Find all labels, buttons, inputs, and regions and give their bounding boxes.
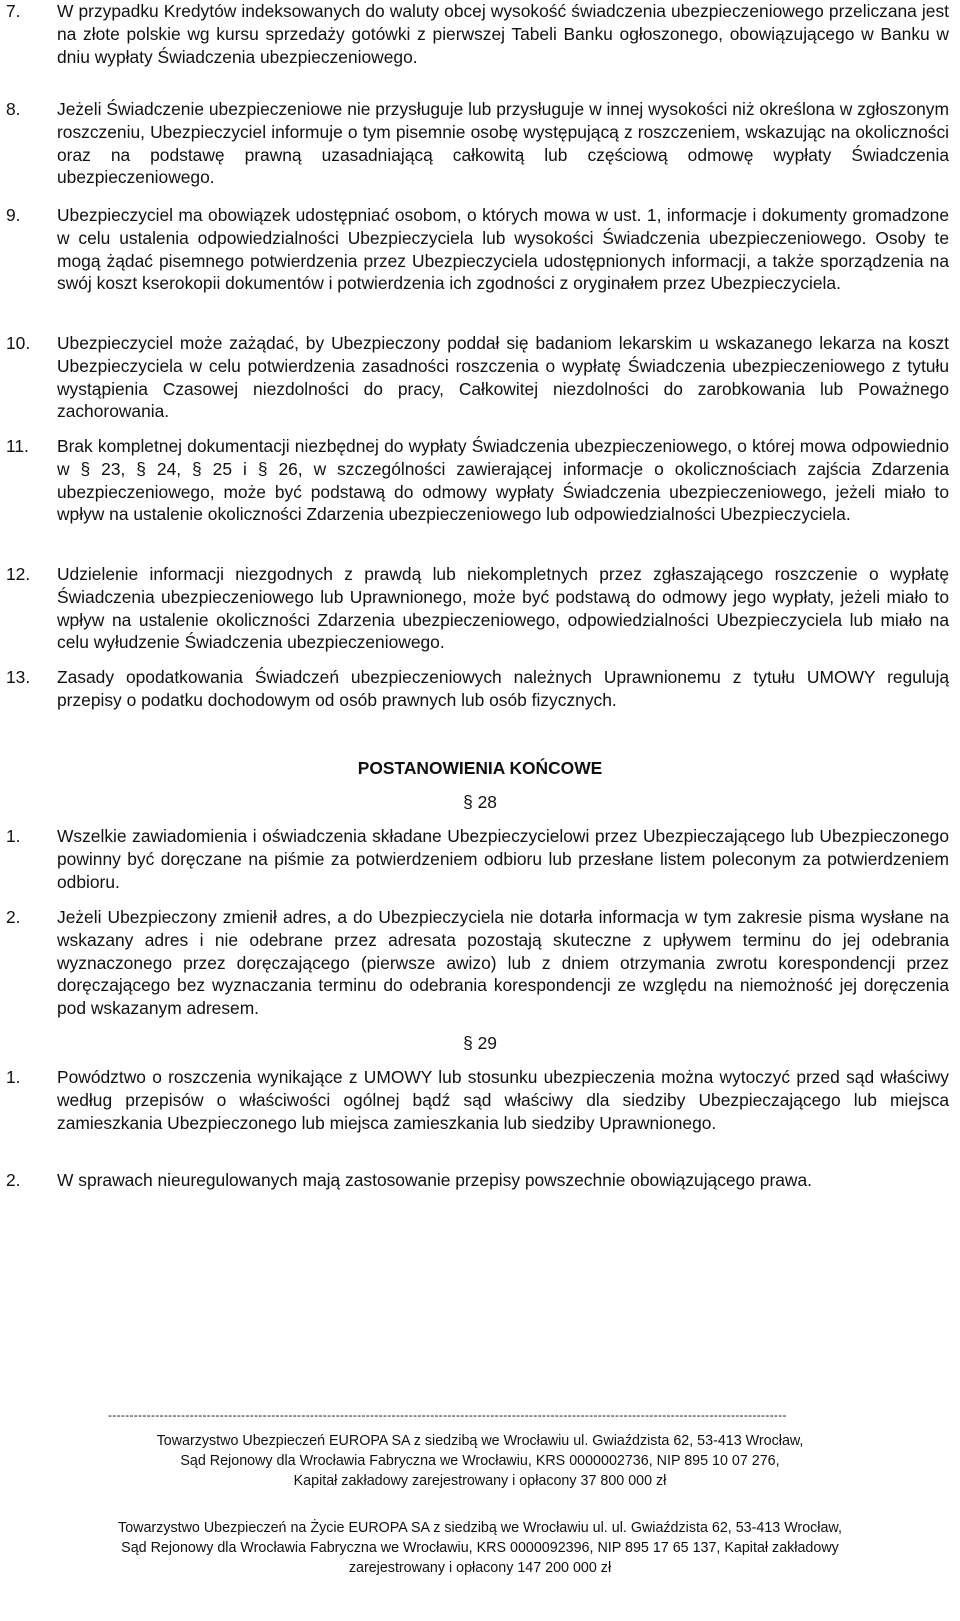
item-number: 7. [6,1,21,21]
footer-company2-line: Towarzystwo Ubezpieczeń na Życie EUROPA SA z siedzibą we Wrocławiu ul. ul. Gwiaździsta 62, 53-413 Wrocław, [118,1520,842,1536]
item-text: Jeżeli Ubezpieczony zmienił adres, a do Ubezpieczyciela nie dotarła informacja w tym zakresie pisma wysłane na wskazany adres i nie odebrane przez adresata pozostają skuteczne z upływem terminu do jej odebrania wyznaczonego przez doręczającego (pierwsze awizo) lub z dniem otrzymania zwrotu korespondencji przez doręczającego bez wyznaczania terminu do odebrania korespondencji ze względu na niemożność jej doręczenia pod wskazanym adresem. [57,907,949,1019]
footer-company1-line: Kapitał zakładowy zarejestrowany i opłacony 37 800 000 zł [293,1473,667,1489]
item-text: Wszelkie zawiadomienia i oświadczenia składane Ubezpieczycielowi przez Ubezpieczającego lub Ubezpieczonego powinny być doręczane na piśmie za potwierdzeniem odbioru lub przesłane listem poleconym za potwierdzeniem odbioru. [57,826,949,892]
footer-company1-line: Towarzystwo Ubezpieczeń EUROPA SA z siedzibą we Wrocławiu ul. Gwiaździsta 62, 53-413 Wrocław, [156,1433,804,1449]
item-number: 8. [6,99,21,119]
item-number: 2. [6,1170,21,1190]
item-number: 1. [6,826,21,846]
item-text: Jeżeli Świadczenie ubezpieczeniowe nie przysługuje lub przysługuje w innej wysokości niż określona w zgłoszonym roszczeniu, Ubezpieczyciel informuje o tym pisemnie osobę występującą z roszczeniem, wskazując na okoliczności oraz na podstawę prawną uzasadniającą całkowitą lub częściową odmowę wypłaty Świadczenia ubezpieczeniowego. [57,99,949,188]
item-text: Zasady opodatkowania Świadczeń ubezpieczeniowych należnych Uprawnionemu z tytułu UMOWY regulują przepisy o podatku dochodowym od osób prawnych lub osób fizycznych. [57,667,949,710]
paragraph-mark-28: § 28 [463,792,497,812]
footer-company2-line: Sąd Rejonowy dla Wrocławia Fabryczna we Wrocławiu, KRS 0000092396, NIP 895 17 65 137, Kapitał zakładowy [121,1540,839,1556]
item-number: 1. [6,1067,21,1087]
item-text: W sprawach nieuregulowanych mają zastosowanie przepisy powszechnie obowiązującego prawa. [57,1170,812,1190]
section-heading: POSTANOWIENIA KOŃCOWE [357,758,603,778]
item-number: 10. [6,333,31,353]
item-number: 12. [6,564,31,584]
item-text: W przypadku Kredytów indeksowanych do waluty obcej wysokość świadczenia ubezpieczeniowego przeliczana jest na złote polskie wg kursu sprzedaży gotówki z pierwszej Tabeli Banku ogłoszonego, obowiązującego w Banku w dniu wypłaty Świadczenia ubezpieczeniowego. [57,1,949,67]
footer-divider: -------------------------------------------------------------------------------------------------------------------------------------------------------------- [108,1408,787,1422]
footer-company1-line: Sąd Rejonowy dla Wrocławia Fabryczna we Wrocławiu, KRS 0000002736, NIP 895 10 07 276, [180,1453,780,1469]
item-number: 9. [6,205,21,225]
footer-company2-line: zarejestrowany i opłacony 147 200 000 zł [348,1560,612,1576]
item-text: Ubezpieczyciel ma obowiązek udostępniać osobom, o których mowa w ust. 1, informacje i dokumenty gromadzone w celu ustalenia odpowiedzialności Ubezpieczyciela lub wysokości Świadczenia ubezpieczeniowego. Osoby te mogą żądać pisemnego potwierdzenia przez Ubezpieczyciela udostępnionych informacji, a także sporządzenia na swój koszt kserokopii dokumentów i potwierdzenia ich zgodności z oryginałem przez Ubezpieczyciela. [57,205,949,294]
item-text: Brak kompletnej dokumentacji niezbędnej do wypłaty Świadczenia ubezpieczeniowego, o której mowa odpowiednio w § 23, § 24, § 25 i § 26, w szczególności zawierającej informacje o okolicznościach zajścia Zdarzenia ubezpieczeniowego, może być podstawą do odmowy wypłaty Świadczenia ubezpieczeniowego, jeżeli miało to wpływ na ustalenie okoliczności Zdarzenia ubezpieczeniowego lub odpowiedzialności Ubezpieczyciela. [57,436,949,525]
item-text: Udzielenie informacji niezgodnych z prawdą lub niekompletnych przez zgłaszającego roszczenie o wypłatę Świadczenia ubezpieczeniowego lub Uprawnionego, może być podstawą do odmowy jego wypłaty, jeżeli miało to wpływ na ustalenie okoliczności Zdarzenia ubezpieczeniowego, odpowiedzialności Ubezpieczyciela lub miało na celu wyłudzenie Świadczenia ubezpieczeniowego. [57,564,949,653]
item-text: Ubezpieczyciel może zażądać, by Ubezpieczony poddał się badaniom lekarskim u wskazanego lekarza na koszt Ubezpieczyciela w celu potwierdzenia zasadności roszczenia o wypłatę Świadczenia ubezpieczeniowego z tytułu wystąpienia Czasowej niezdolności do pracy, Całkowitej niezdolności do zarobkowania lub Poważnego zachorowania. [57,333,949,422]
item-number: 13. [6,667,31,687]
item-number: 11. [6,436,29,456]
paragraph-mark-29: § 29 [463,1033,497,1053]
item-text: Powództwo o roszczenia wynikające z UMOWY lub stosunku ubezpieczenia można wytoczyć przed sąd właściwy według przepisów o właściwości ogólnej bądź sąd właściwy dla siedziby Ubezpieczającego lub miejsca zamieszkania Ubezpieczonego lub miejsca zamieszkania lub siedziby Uprawnionego. [57,1067,949,1133]
item-number: 2. [6,907,21,927]
